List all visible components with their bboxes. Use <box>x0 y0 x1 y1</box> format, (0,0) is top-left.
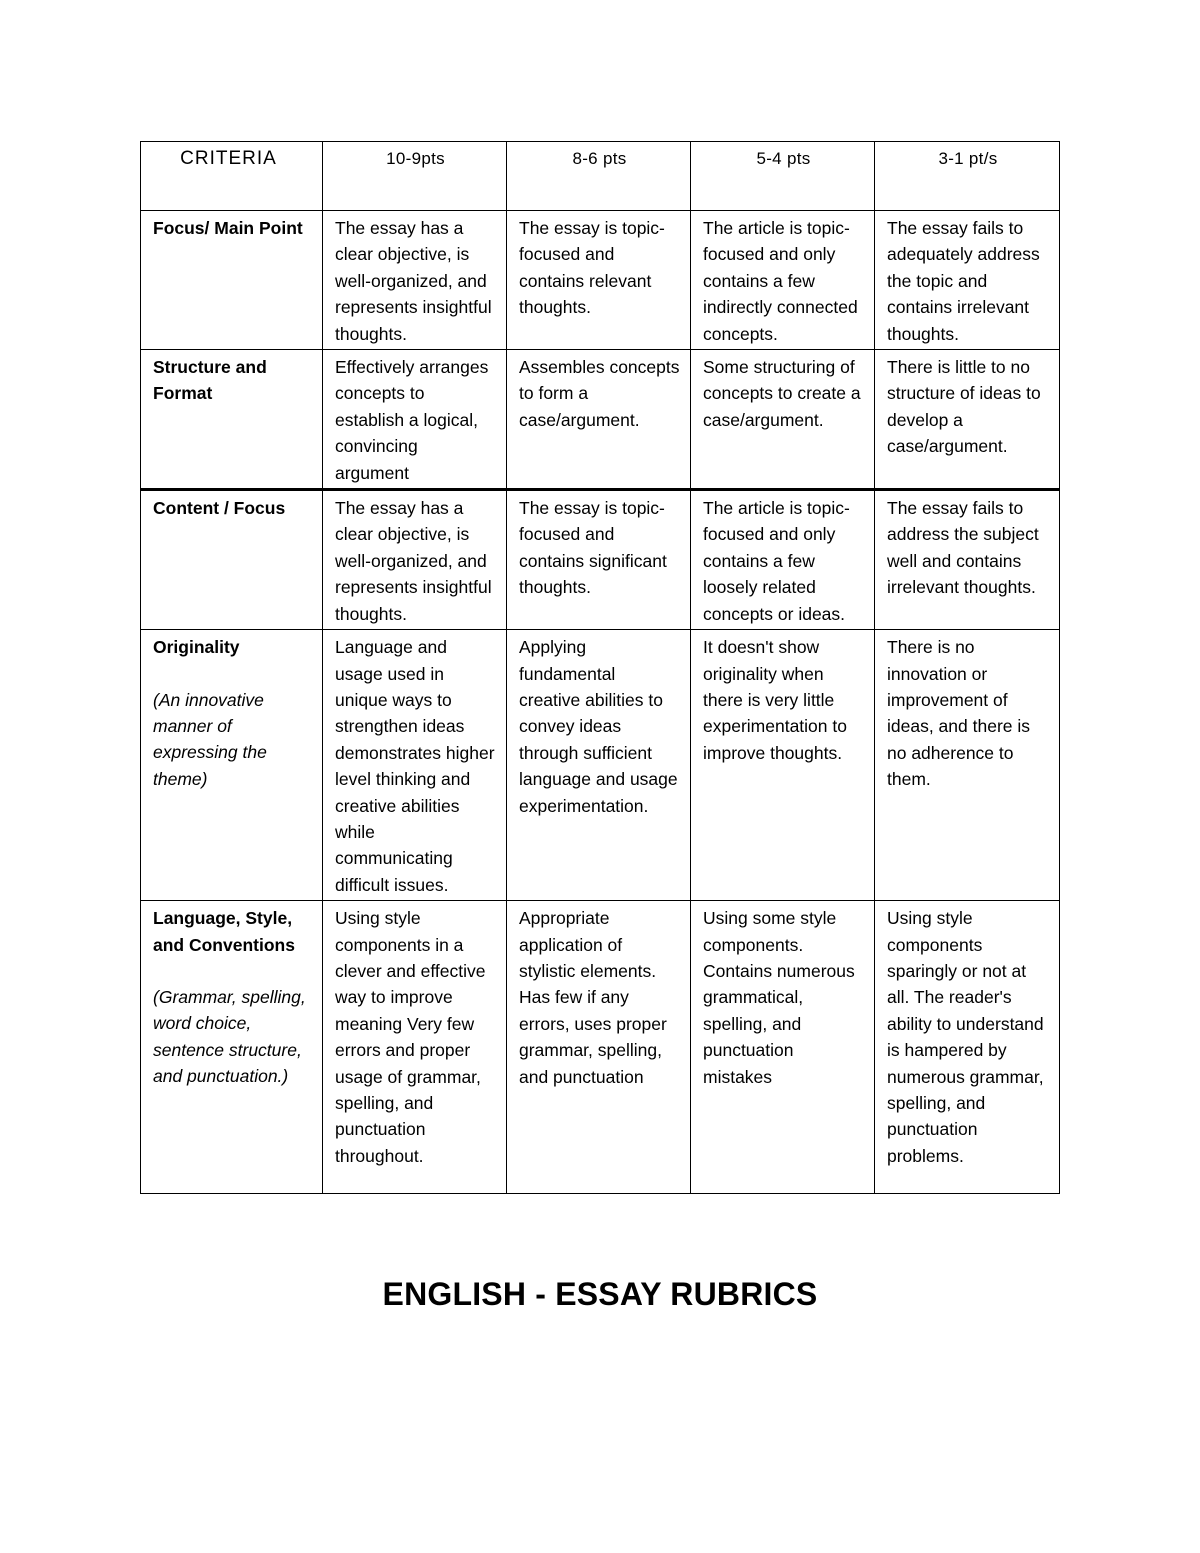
score-cell <box>691 490 875 630</box>
score-cell <box>691 211 875 350</box>
header-5-4: 5-4 pts <box>691 142 875 211</box>
score-cell <box>691 901 875 1194</box>
score-description: There is little to no structure of ideas to develop a case/argument. <box>887 357 1041 457</box>
score-cell <box>323 630 507 901</box>
score-description: The essay has a clear objective, is well-organized, and represents insightful thoughts. <box>335 498 492 624</box>
score-cell <box>875 211 1060 350</box>
criterion-name: Originality <box>153 637 240 658</box>
header-3-1: 3-1 pt/s <box>875 142 1060 211</box>
score-description: The essay is topic-focused and contains relevant thoughts. <box>519 218 665 318</box>
score-description: The essay fails to address the subject well and contains irrelevant thoughts. <box>887 498 1039 598</box>
score-cell <box>875 350 1060 490</box>
score-cell <box>875 901 1060 1194</box>
score-description: The article is topic-focused and only contains a few loosely related concepts or ideas. <box>703 498 850 624</box>
table-row <box>141 211 1060 350</box>
score-cell <box>507 901 691 1194</box>
score-description: The essay has a clear objective, is well-organized, and represents insightful thoughts. <box>335 218 492 344</box>
criterion-name: Structure and Format <box>153 357 267 404</box>
score-cell <box>875 630 1060 901</box>
score-description: Effectively arranges concepts to establish a logical, convincing argument <box>335 357 489 483</box>
score-description: Using style components sparingly or not at all. The reader's ability to understand is hampered by numerous grammar, spelling, and punctuation problems. <box>887 908 1044 1166</box>
score-cell <box>323 901 507 1194</box>
score-cell <box>323 350 507 490</box>
criterion-note: (An innovative manner of expressing the theme) <box>153 689 267 789</box>
score-description: The essay is topic-focused and contains significant thoughts. <box>519 498 667 598</box>
criterion-cell <box>141 630 323 901</box>
score-cell <box>323 211 507 350</box>
score-cell <box>691 630 875 901</box>
score-description: Some structuring of concepts to create a case/argument. <box>703 357 861 430</box>
score-description: The article is topic-focused and only contains a few indirectly connected concepts. <box>703 218 858 344</box>
criterion-cell <box>141 211 323 350</box>
table-row <box>141 630 1060 901</box>
score-cell <box>691 350 875 490</box>
score-description: Applying fundamental creative abilities to convey ideas through sufficient language and usage experimentation. <box>519 637 678 816</box>
criterion-name: Language, Style, and Conventions <box>153 908 295 955</box>
score-description: Assembles concepts to form a case/argument. <box>519 357 680 430</box>
score-description: The essay fails to adequately address the topic and contains irrelevant thoughts. <box>887 218 1040 344</box>
table-row <box>141 350 1060 490</box>
score-description: There is no innovation or improvement of ideas, and there is no adherence to them. <box>887 637 1031 790</box>
criterion-cell <box>141 350 323 490</box>
criterion-cell <box>141 490 323 630</box>
score-cell <box>507 350 691 490</box>
rubric-table <box>140 141 1060 1194</box>
criterion-cell <box>141 901 323 1194</box>
score-cell <box>507 490 691 630</box>
criterion-name: Content / Focus <box>153 498 286 519</box>
score-description: It doesn't show originality when there is very little experimentation to improve thoughts. <box>703 637 847 763</box>
score-cell <box>875 490 1060 630</box>
score-cell <box>323 490 507 630</box>
score-cell <box>507 630 691 901</box>
criterion-note: (Grammar, spelling, word choice, sentence structure, and punctuation.) <box>153 986 306 1087</box>
table-row <box>141 490 1060 630</box>
page-title: ENGLISH - ESSAY RUBRICS <box>382 1276 818 1312</box>
score-cell <box>507 211 691 350</box>
table-header-row <box>141 142 1060 211</box>
score-description: Using some style components. Contains numerous grammatical, spelling, and punctuation mistakes <box>703 908 855 1087</box>
score-description: Appropriate application of stylistic elements. Has few if any errors, uses proper grammar, spelling, and punctuation <box>519 908 667 1087</box>
header-criteria: CRITERIA <box>141 142 323 211</box>
header-10-9: 10-9pts <box>323 142 507 211</box>
criterion-name: Focus/ Main Point <box>153 218 303 238</box>
score-description: Using style components in a clever and effective way to improve meaning Very few errors and proper usage of grammar, spelling, and punctuation throughout. <box>335 908 486 1166</box>
score-description: Language and usage used in unique ways to strengthen ideas demonstrates higher level thinking and creative abilities while communicating difficult issues. <box>335 637 495 895</box>
header-8-6: 8-6 pts <box>507 142 691 211</box>
table-row <box>141 901 1060 1194</box>
